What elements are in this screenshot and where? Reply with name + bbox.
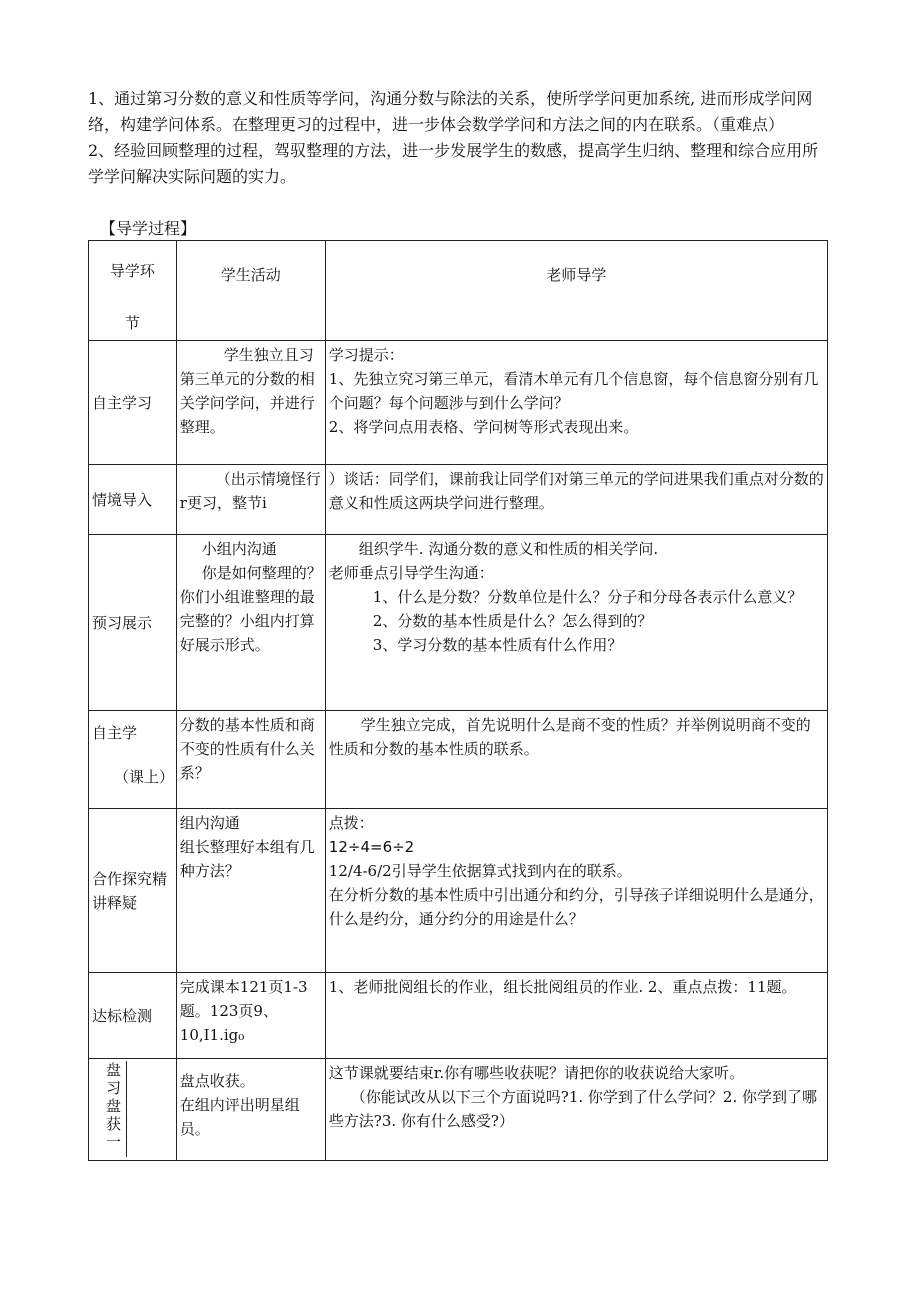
teacher-cell: ）谈话：同学们，课前我让同学们对第三单元的学问进果我们重点对分数的意义和性质这两块学问进行整理。 — [325, 465, 827, 535]
student-cell: 盘点收获。 在组内评出明星组员。 — [176, 1059, 325, 1161]
teacher-cell: 1、老师批阅组长的作业，组长批阅组员的作业. 2、重点点拨：11题。 — [325, 973, 827, 1059]
stage-cell: 自主学习 — [89, 341, 177, 465]
stage-cell: 盘习盘获一 — [89, 1059, 177, 1161]
lesson-process-table — [88, 240, 828, 1161]
goal-1: 1、通过第习分数的意义和性质等学问，沟通分数与除法的关系，使所学学问更加系统, 进而形成学问网络，构建学问体系。在整理更习的过程中，进一步体会数学学问和方法之间的内在联系。（重难点） — [88, 89, 813, 134]
stage-cell: 情境导入 — [89, 465, 177, 535]
table-row — [89, 535, 828, 711]
table-row — [89, 1059, 828, 1161]
table-row — [89, 465, 828, 535]
table-row — [89, 973, 828, 1059]
stage-cell: 预习展示 — [89, 535, 177, 711]
teacher-cell: 点拨： 12÷4=6÷2 12/4-6/2引导学生依据算式找到内在的联系。 在分析分数的基本性质中引出通分和约分，引导孩子详细说明什么是通分，什么是约分，通分约分的用途是什么？ — [325, 809, 827, 973]
teacher-cell: 学习提示： 1、先独立究习第三单元，看清木单元有几个信息窗，每个信息窗分别有几个问题？每个问题涉与到什么学问？ 2、将学问点用表格、学问树等形式表现出来。 — [325, 341, 827, 465]
table-row — [89, 341, 828, 465]
header-student: 学生活动 — [176, 241, 325, 341]
table-row — [89, 711, 828, 809]
table-row — [89, 809, 828, 973]
stage-cell: 合作探究精讲释疑 — [89, 809, 177, 973]
student-cell: 组内沟通 组长整理好本组有几种方法？ — [176, 809, 325, 973]
student-cell: （出示情境怪行r更习，整节i — [176, 465, 325, 535]
student-cell: 分数的基本性质和商不变的性质有什么关系？ — [176, 711, 325, 809]
stage-cell: 自主学 （课上） — [89, 711, 177, 809]
student-cell: 小组内沟通 你是如何整理的？你们小组谁整理的最完整的？小组内打算好展示形式。 — [176, 535, 325, 711]
student-cell: 学生独立且习第三单元的分数的相关学问学问，并进行整理。 — [176, 341, 325, 465]
section-title: 【导学过程】 — [100, 219, 197, 238]
student-cell: 完成课本121页1-3题。123页9、10,I1.ig₀ — [176, 973, 325, 1059]
learning-goals — [88, 86, 828, 190]
teacher-cell: 组织学牛. 沟通分数的意义和性质的相关学问. 老师垂点引导学生沟通： 1、什么是分数？分数单位是什么？分子和分母各表示什么意义？ 2、分数的基本性质是什么？怎么得到的？ 3、学习分数的基本性质有什么作用？ — [325, 535, 827, 711]
stage-cell: 达标检测 — [89, 973, 177, 1059]
teacher-cell: 这节课就要结束r.你有哪些收获呢？请把你的收获说给大家听。 （你能试改从以下三个方面说吗?1. 你学到了什么学问？2. 你学到了哪些方法?3. 你有什么感受?） — [325, 1059, 827, 1161]
teacher-cell: 学生独立完成，首先说明什么是商不变的性质？并举例说明商不变的性质和分数的基本性质的联系。 — [325, 711, 827, 809]
table-header-row — [89, 241, 828, 341]
header-teacher: 老师导学 — [325, 241, 827, 341]
header-stage: 导学环 节 — [89, 241, 177, 341]
goal-2: 2、经验回顾整理的过程，驾驭整理的方法，进一步发展学生的数感，提高学生归纳、整理和综合应用所学学问解决实际问题的实力。 — [88, 141, 819, 186]
